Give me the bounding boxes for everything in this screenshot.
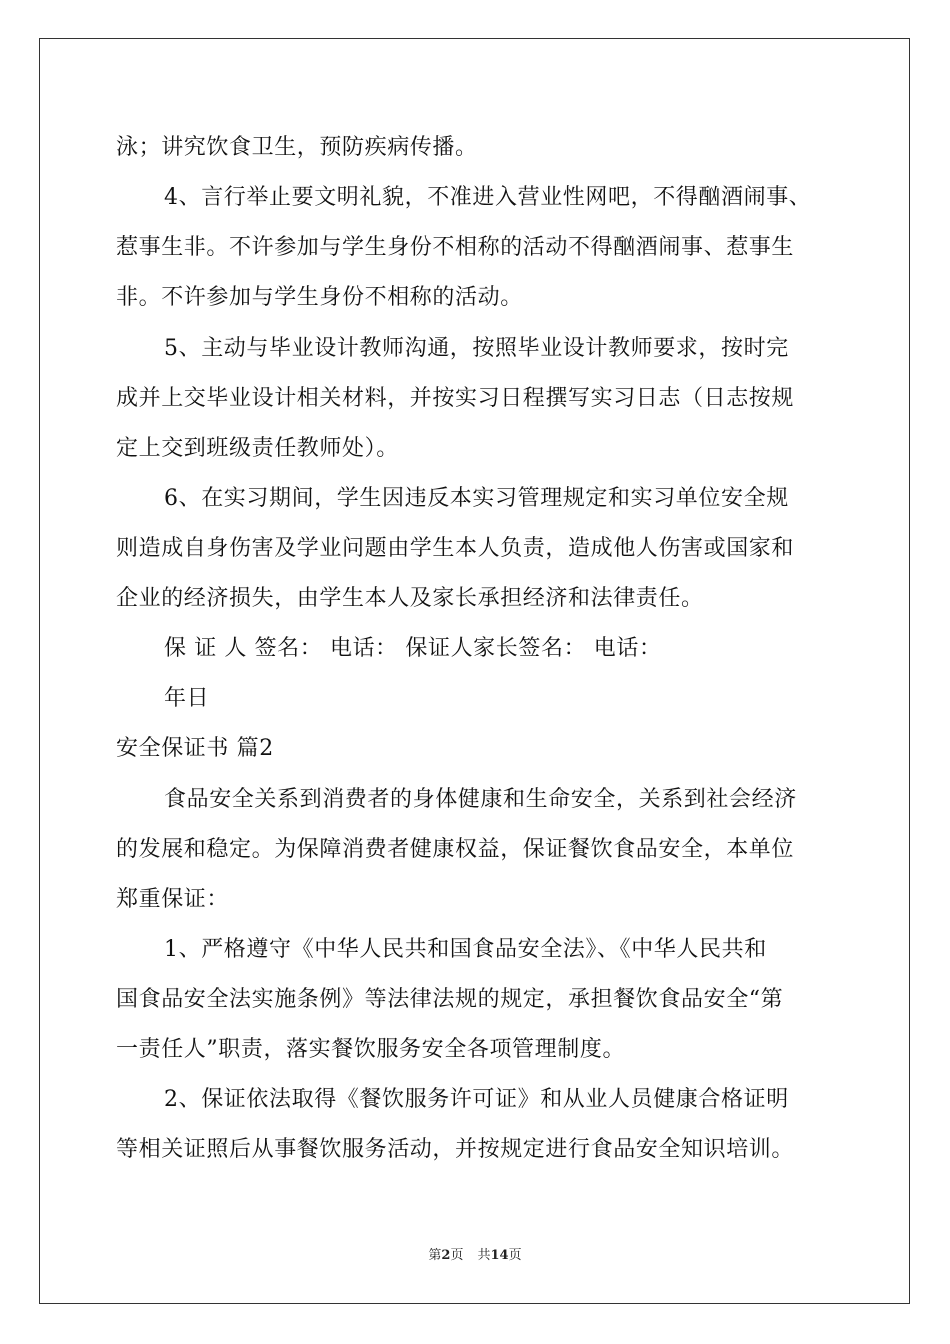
page-total-suffix: 页 <box>508 1248 522 1263</box>
page-number-prefix: 第 <box>428 1248 442 1263</box>
page-number-current: 2 <box>441 1248 451 1263</box>
paragraph-line: 2、保证依法取得《餐饮服务许可证》和从业人员健康合格证明 <box>164 1087 789 1112</box>
paragraph-line: 郑重保证： <box>116 887 230 912</box>
page-total: 14 <box>490 1248 509 1263</box>
paragraph-line: 惹事生非。不许参加与学生身份不相称的活动不得酗酒闹事、惹事生 <box>116 235 795 260</box>
paragraph-line: 5、主动与毕业设计教师沟通，按照毕业设计教师要求，按时完 <box>164 336 789 361</box>
page-border <box>39 38 910 1304</box>
paragraph-line: 1、严格遵守《中华人民共和国食品安全法》、《中华人民共和 <box>164 937 767 962</box>
paragraph-line: 泳；讲究饮食卫生，预防疾病传播。 <box>116 135 478 160</box>
paragraph-line: 则造成自身伤害及学业问题由学生本人负责，造成他人伤害或国家和 <box>116 536 795 561</box>
paragraph-line: 非。不许参加与学生身份不相称的活动。 <box>116 285 523 310</box>
signature-line: 保 证 人 签名： 电话： 保证人家长签名： 电话： <box>164 636 662 661</box>
paragraph-line: 的发展和稳定。为保障消费者健康权益，保证餐饮食品安全，本单位 <box>116 837 795 862</box>
paragraph-line: 定上交到班级责任教师处）。 <box>116 436 399 461</box>
paragraph-line: 食品安全关系到消费者的身体健康和生命安全，关系到社会经济 <box>164 787 797 812</box>
section-heading: 安全保证书 篇2 <box>116 736 274 761</box>
paragraph-line: 4、言行举止要文明礼貌，不准进入营业性网吧，不得酗酒闹事、 <box>164 185 812 210</box>
paragraph-line: 企业的经济损失，由学生本人及家长承担经济和法律责任。 <box>116 586 704 611</box>
page-footer <box>0 1248 950 1264</box>
paragraph-line: 国食品安全法实施条例》等法律法规的规定，承担餐饮食品安全“第 <box>116 987 784 1012</box>
page-number-suffix: 页 <box>450 1248 464 1263</box>
date-line: 年日 <box>164 686 210 711</box>
page-total-prefix: 共 <box>477 1248 491 1263</box>
paragraph-line: 6、在实习期间，学生因违反本实习管理规定和实习单位安全规 <box>164 486 789 511</box>
paragraph-line: 等相关证照后从事餐饮服务活动，并按规定进行食品安全知识培训。 <box>116 1137 795 1162</box>
paragraph-line: 一责任人”职责，落实餐饮服务安全各项管理制度。 <box>116 1037 626 1062</box>
paragraph-line: 成并上交毕业设计相关材料，并按实习日程撰写实习日志（日志按规 <box>116 386 795 411</box>
